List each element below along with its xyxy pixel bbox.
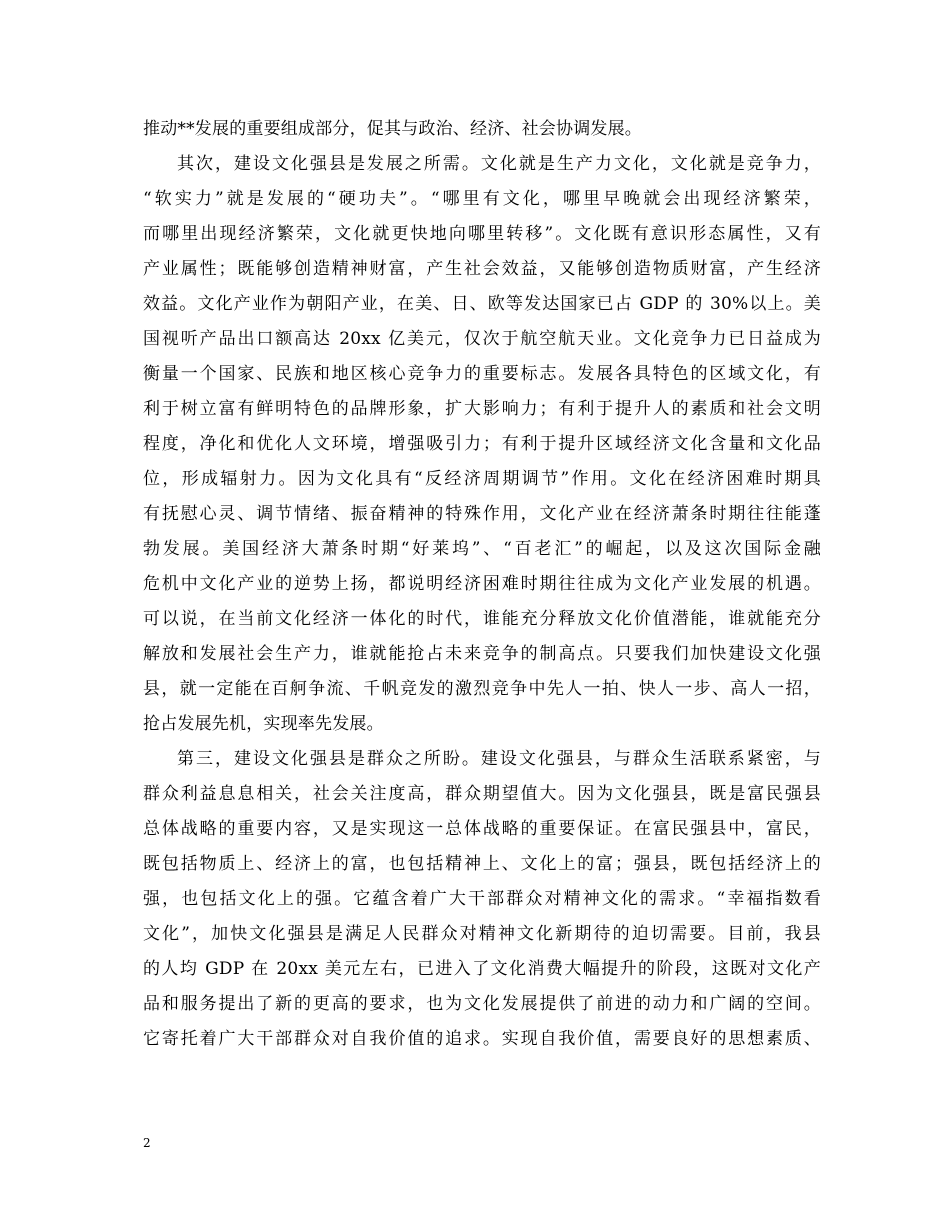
text-line: 的人均 GDP 在 20xx 美元左右，已进入了文化消费大幅提升的阶段，这既对文化产 — [143, 959, 821, 979]
text-line: 危机中文化产业的逆势上扬，都说明经济困难时期往往成为文化产业发展的机遇。 — [143, 574, 821, 594]
text-line: 群众利益息息相关，社会关注度高，群众期望值大。因为文化强县，既是富民强县 — [143, 784, 821, 804]
text-line: 产业属性；既能够创造精神财富，产生社会效益，又能够创造物质财富，产生经济 — [143, 259, 821, 279]
text-line: 它寄托着广大干部群众对自我价值的追求。实现自我价值，需要良好的思想素质、 — [143, 1029, 821, 1049]
text-line: 位，形成辐射力。因为文化具有“反经济周期调节”作用。文化在经济困难时期具 — [143, 469, 821, 489]
text-line: 既包括物质上、经济上的富，也包括精神上、文化上的富；强县，既包括经济上的 — [143, 854, 821, 874]
page-number: 2 — [143, 1136, 151, 1150]
text-line: 勃发展。美国经济大萧条时期“好莱坞”、“百老汇”的崛起，以及这次国际金融 — [143, 539, 821, 559]
text-line: 有抚慰心灵、调节情绪、振奋精神的特殊作用，文化产业在经济萧条时期往往能蓬 — [143, 504, 821, 524]
text-line: 衡量一个国家、民族和地区核心竞争力的重要标志。发展各具特色的区域文化，有 — [143, 364, 821, 384]
text-line: 国视听产品出口额高达 20xx 亿美元，仅次于航空航天业。文化竞争力已日益成为 — [143, 329, 821, 349]
text-line: 强，也包括文化上的强。它蕴含着广大干部群众对精神文化的需求。“幸福指数看 — [143, 889, 821, 909]
text-line: 第三，建设文化强县是群众之所盼。建设文化强县，与群众生活联系紧密，与 — [177, 749, 821, 769]
text-line: 推动**发展的重要组成部分，促其与政治、经济、社会协调发展。 — [143, 119, 642, 139]
text-line: 效益。文化产业作为朝阳产业，在美、日、欧等发达国家已占 GDP 的 30%以上。美 — [143, 294, 821, 314]
text-line: 抢占发展先机，实现率先发展。 — [143, 714, 384, 734]
text-line: 总体战略的重要内容，又是实现这一总体战略的重要保证。在富民强县中，富民， — [143, 819, 821, 839]
text-line: 解放和发展社会生产力，谁就能抢占未来竞争的制高点。只要我们加快建设文化强 — [143, 644, 821, 664]
text-line: 其次，建设文化强县是发展之所需。文化就是生产力文化，文化就是竞争力， — [177, 154, 821, 174]
text-line: 可以说，在当前文化经济一体化的时代，谁能充分释放文化价值潜能，谁就能充分 — [143, 609, 821, 629]
text-line: 品和服务提出了新的更高的要求，也为文化发展提供了前进的动力和广阔的空间。 — [143, 994, 821, 1014]
text-line: “软实力”就是发展的“硬功夫”。“哪里有文化，哪里早晚就会出现经济繁荣， — [143, 189, 821, 209]
text-line: 程度，净化和优化人文环境，增强吸引力；有利于提升区域经济文化含量和文化品 — [143, 434, 821, 454]
text-line: 文化”，加快文化强县是满足人民群众对精神文化新期待的迫切需要。目前，我县 — [143, 924, 821, 944]
text-line: 而哪里出现经济繁荣，文化就更快地向哪里转移”。文化既有意识形态属性，又有 — [143, 224, 821, 244]
document-body — [143, 112, 821, 1057]
text-line: 利于树立富有鲜明特色的品牌形象，扩大影响力；有利于提升人的素质和社会文明 — [143, 399, 821, 419]
text-line: 县，就一定能在百舸争流、千帆竞发的激烈竞争中先人一拍、快人一步、高人一招， — [143, 679, 821, 699]
